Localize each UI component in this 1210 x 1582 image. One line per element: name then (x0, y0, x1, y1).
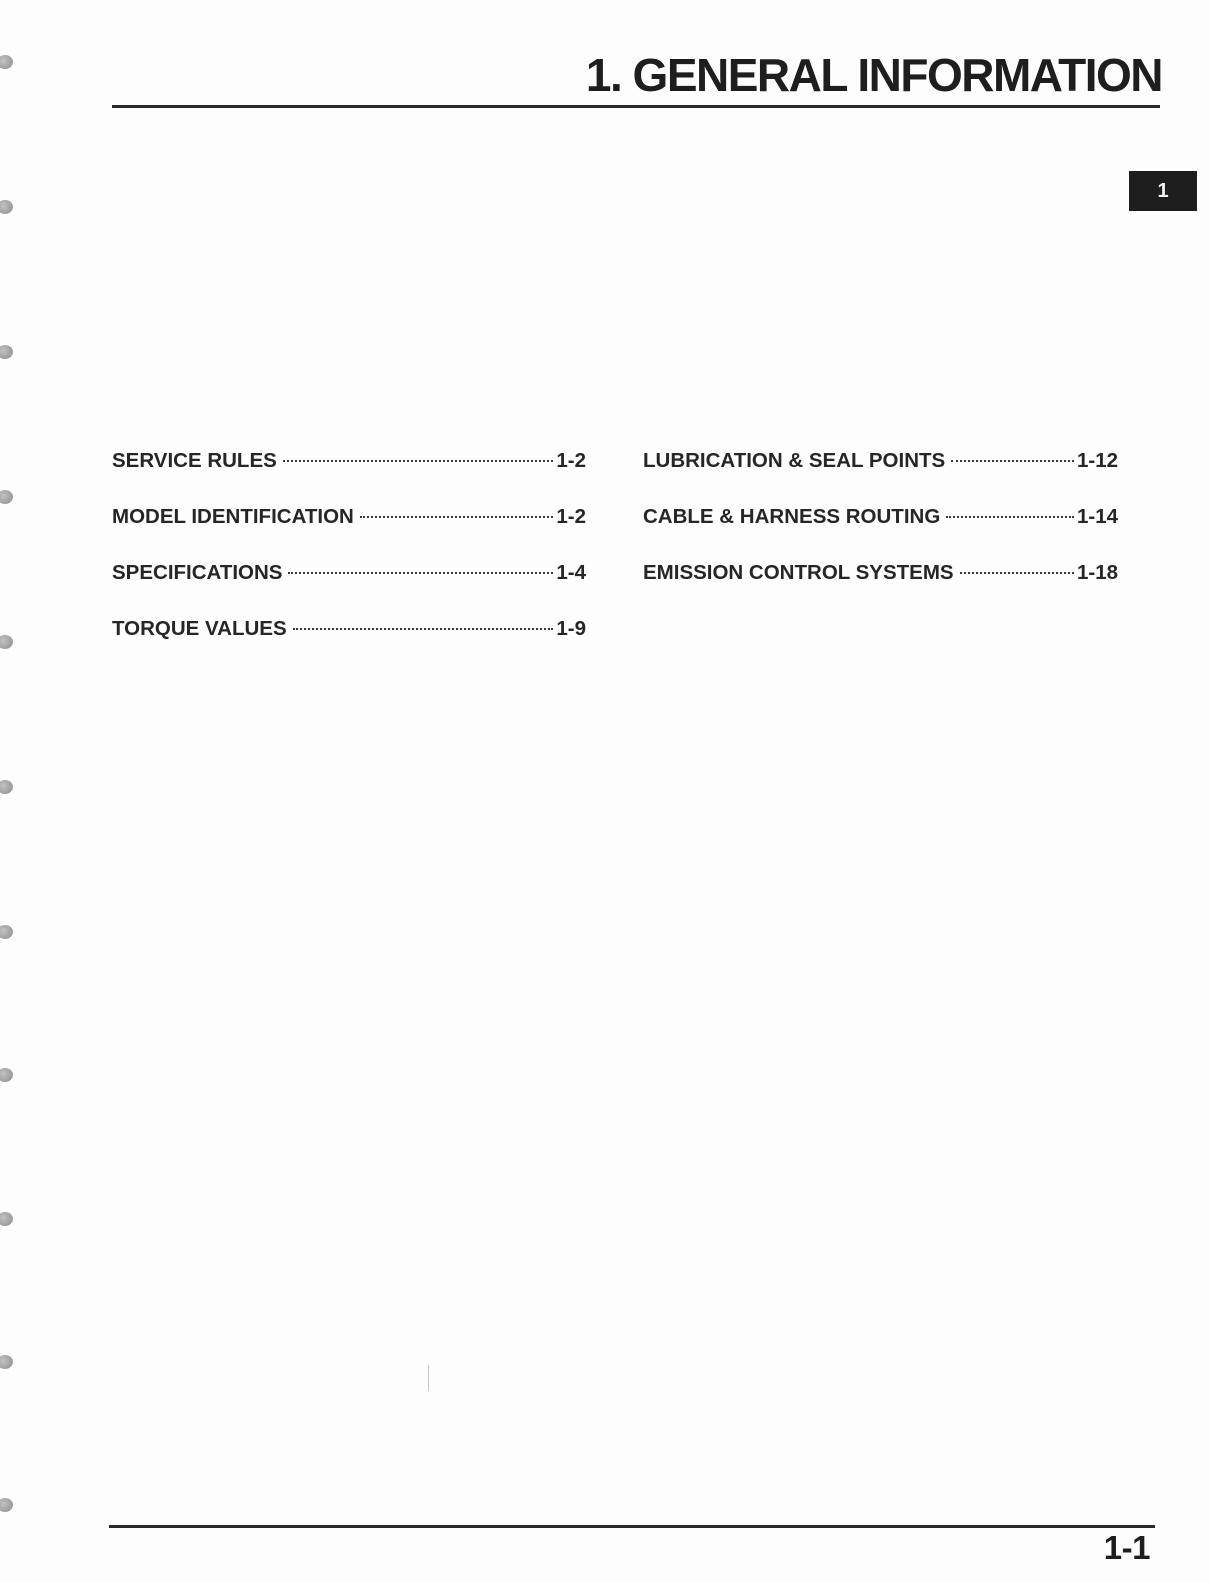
toc-item-cable-harness-routing[interactable] (643, 505, 1118, 561)
toc-item-emission-control-systems[interactable] (643, 561, 1118, 617)
binder-hole (0, 490, 13, 504)
toc-item-torque-values[interactable] (112, 617, 586, 673)
toc-item-page: 1-12 (1076, 449, 1118, 472)
scan-artifact (428, 1365, 429, 1391)
dot-leader (360, 516, 554, 518)
binder-hole (0, 1355, 13, 1369)
toc-item-label: CABLE & HARNESS ROUTING (643, 505, 941, 528)
toc-item-label: EMISSION CONTROL SYSTEMS (643, 561, 954, 584)
toc-item-model-identification[interactable] (112, 505, 586, 561)
toc-right-column (643, 449, 1118, 617)
binder-hole (0, 55, 13, 69)
dot-leader (293, 628, 554, 630)
toc-item-page: 1-14 (1076, 505, 1118, 528)
binder-hole (0, 1212, 13, 1226)
toc-left-column (112, 449, 586, 673)
binder-hole (0, 925, 13, 939)
binder-hole (0, 1068, 13, 1082)
toc-item-lubrication-seal-points[interactable] (643, 449, 1118, 505)
footer-divider (109, 1525, 1155, 1528)
binder-hole (0, 345, 13, 359)
toc-item-specifications[interactable] (112, 561, 586, 617)
dot-leader (283, 460, 554, 462)
toc-item-label: MODEL IDENTIFICATION (112, 505, 354, 528)
dot-leader (960, 572, 1074, 574)
toc-item-page: 1-2 (556, 449, 586, 472)
binder-hole (0, 200, 13, 214)
toc-item-page: 1-2 (556, 505, 586, 528)
toc-item-label: LUBRICATION & SEAL POINTS (643, 449, 946, 472)
toc-item-label: SPECIFICATIONS (112, 561, 283, 584)
binder-hole (0, 780, 13, 794)
dot-leader (946, 516, 1074, 518)
dot-leader (288, 572, 553, 574)
section-tab: 1 (1129, 171, 1197, 211)
dot-leader (951, 460, 1074, 462)
binder-hole (0, 1498, 13, 1512)
title-divider (112, 105, 1160, 108)
toc-item-label: SERVICE RULES (112, 449, 277, 472)
page-number: 1-1 (1103, 1529, 1150, 1566)
page-title: 1. GENERAL INFORMATION (585, 49, 1162, 101)
binder-hole (0, 635, 13, 649)
toc-item-page: 1-18 (1076, 561, 1118, 584)
toc-item-label: TORQUE VALUES (112, 617, 287, 640)
toc-item-page: 1-4 (556, 561, 586, 584)
toc-item-page: 1-9 (556, 617, 586, 640)
toc-item-service-rules[interactable] (112, 449, 586, 505)
